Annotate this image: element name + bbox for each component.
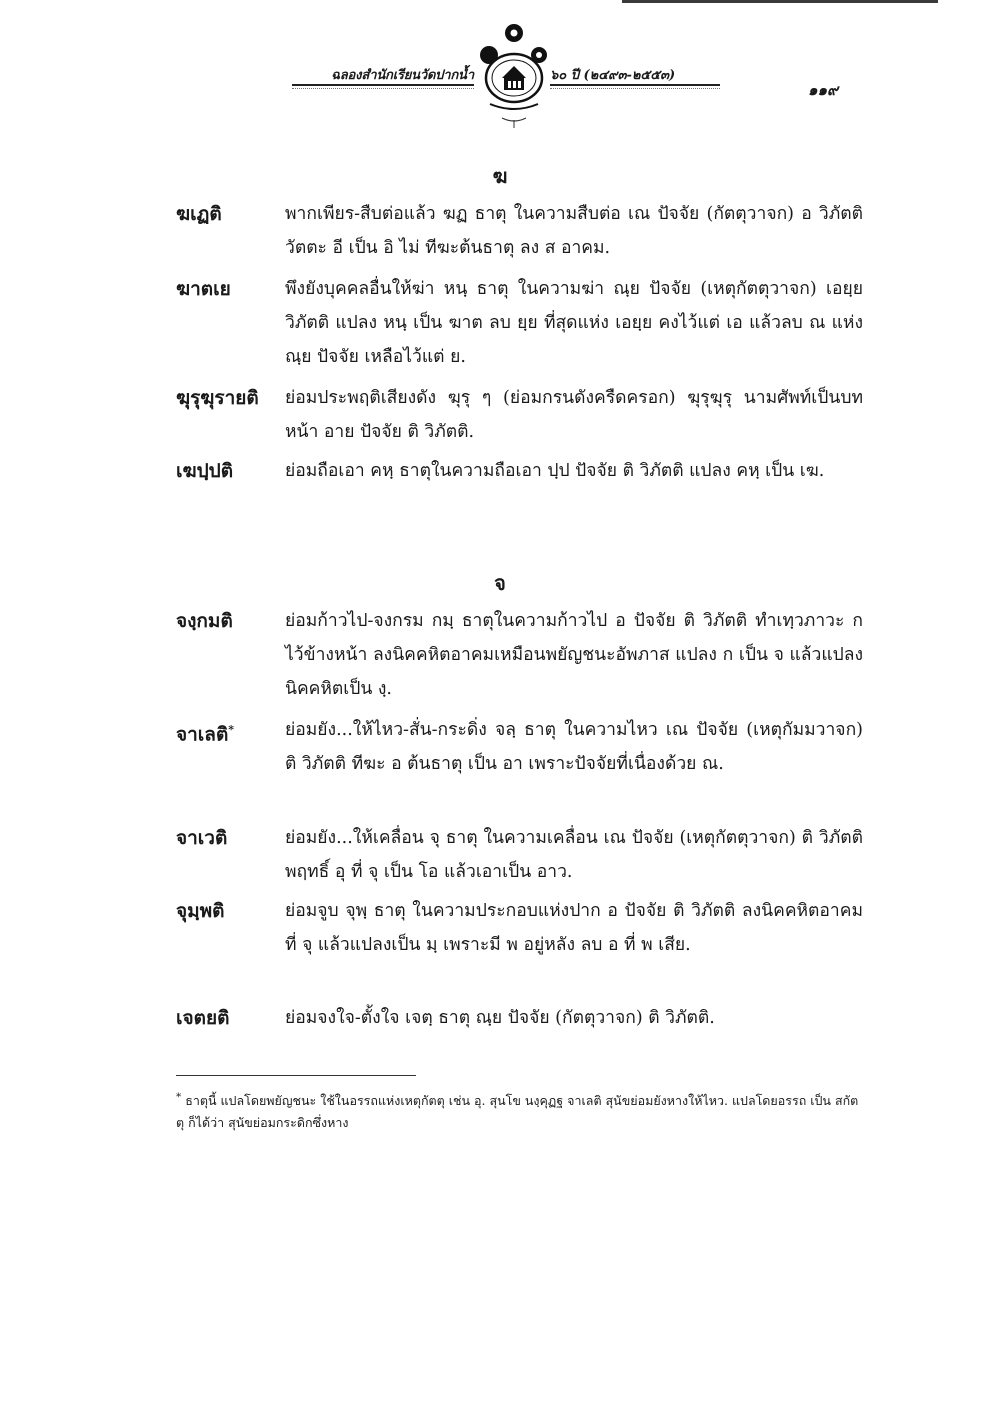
entry-definition: พึงยังบุคคลอื่นให้ฆ่า หนฺ ธาตุ ในความฆ่า ณฺย ปัจจัย (เหตุกัตตุวาจก) เอยฺย วิภัตติ แปลง หนฺ เป็น ฆาต ลบ ยฺย ที่สุดแห่ง เอยฺย คงไว้แต่ เอ แล้วลบ ณ แห่ง ณฺย ปัจจัย เหลือไว้แต่ ย. [285,279,863,367]
footnote-reference: * [228,723,235,736]
header-right-subrule [550,88,720,92]
entry-definition: ย่อมก้าวไป-จงกรม กมฺ ธาตุในความก้าวไป อ ปัจจัย ติ วิภัตติ ทำเทฺวภาวะ ก ไว้ข้างหน้า ลงนิคคหิตอาคมเหมือนพยัญชนะอัพภาส แปลง ก เป็น จ แล้วแปลงนิคคหิตเป็น งฺ. [285,611,863,699]
entry-term: จาเวติ [176,827,228,849]
entry-term [176,713,284,751]
scan-edge-mark [622,0,938,3]
header-right-title: ๖๐ ปี (๒๔๙๓-๒๕๕๓) [550,68,676,83]
section-heading: จ [494,571,506,595]
entry-definition: ย่อมยัง...ให้เคลื่อน จุ ธาตุ ในความเคลื่อน เณ ปัจจัย (เหตุกัตตุวาจก) ติ วิภัตติ พฤทธิ์ อุ ที่ จุ เป็น โอ แล้วเอาเป็น อาว. [285,828,863,882]
temple-emblem-icon [478,22,550,132]
header-left-title: ฉลองสำนักเรียนวัดปากน้ำ [331,68,474,83]
entry-definition: พากเพียร-สืบต่อแล้ว ฆฏ ธาตุ ในความสืบต่อ เณ ปัจจัย (กัตตุวาจก) อ วิภัตติ วัตตะ อี เป็น อิ ไม่ ทีฆะต้นธาตุ ลง ส อาคม. [285,204,863,258]
entry-definition: ย่อมจูบ จุพฺ ธาตุ ในความประกอบแห่งปาก อ ปัจจัย ติ วิภัตติ ลงนิคคหิตอาคมที่ จุ แล้วแปลงเป็น มฺ เพราะมี พ อยู่หลัง ลบ อ ที่ พ เสีย. [285,901,863,955]
footnote-text: ธาตุนี้ แปลโดยพยัญชนะ ใช้ในอรรถแห่งเหตุกัตตุ เช่น อุ. สุนโข นงฺคุฏฐ จาเลติ สุนัขย่อมยังหางให้ไหว. แปลโดยอรรถ เป็น สกัตตุ ก็ได้ว่า สุนัขย่อมกระดิกซึ่งหาง [176,1093,859,1131]
entry-definition: ย่อมจงใจ-ตั้งใจ เจตฺ ธาตุ ณฺย ปัจจัย (กัตตุวาจก) ติ วิภัตติ. [285,1008,715,1028]
entry-definition: ย่อมยัง...ให้ไหว-สั่น-กระดิ่ง จลฺ ธาตุ ในความไหว เณ ปัจจัย (เหตุกัมมวาจก) ติ วิภัตติ ทีฆะ อ ต้นธาตุ เป็น อา เพราะปัจจัยที่เนื่องด้วย ณ. [285,720,863,774]
header-left-subrule [292,88,474,92]
entry-term: จงฺกมติ [176,610,233,632]
footnote-mark: * [176,1091,182,1103]
entry-term: ฆุรุฆุรายติ [176,387,259,409]
entry-term: ฆเฏติ [176,203,222,225]
header-left-rule [292,84,474,86]
entry-definition: ย่อมประพฤติเสียงดัง ฆุรุ ๆ (ย่อมกรนดังครืดครอก) ฆุรุฆุรุ นามศัพท์เป็นบทหน้า อาย ปัจจัย ติ วิภัตติ. [285,388,863,442]
section-heading: ฆ [492,164,508,188]
entry-term: ฆาตเย [176,278,231,300]
footnote-divider [176,1075,416,1076]
footnote [176,1086,866,1134]
page-header [288,22,888,132]
entry-definition: ย่อมถือเอา คหฺ ธาตุในความถือเอา ปฺป ปัจจัย ติ วิภัตติ แปลง คหฺ เป็น เฆ. [285,461,825,481]
page-number: ๑๑๙ [808,81,839,99]
entry-term: เจตยติ [176,1007,230,1029]
entry-term-text: จาเลติ [176,723,229,746]
entry-term: เฆปฺปติ [176,460,234,482]
header-right-rule [550,84,720,86]
entry-term: จุมฺพติ [176,900,225,922]
